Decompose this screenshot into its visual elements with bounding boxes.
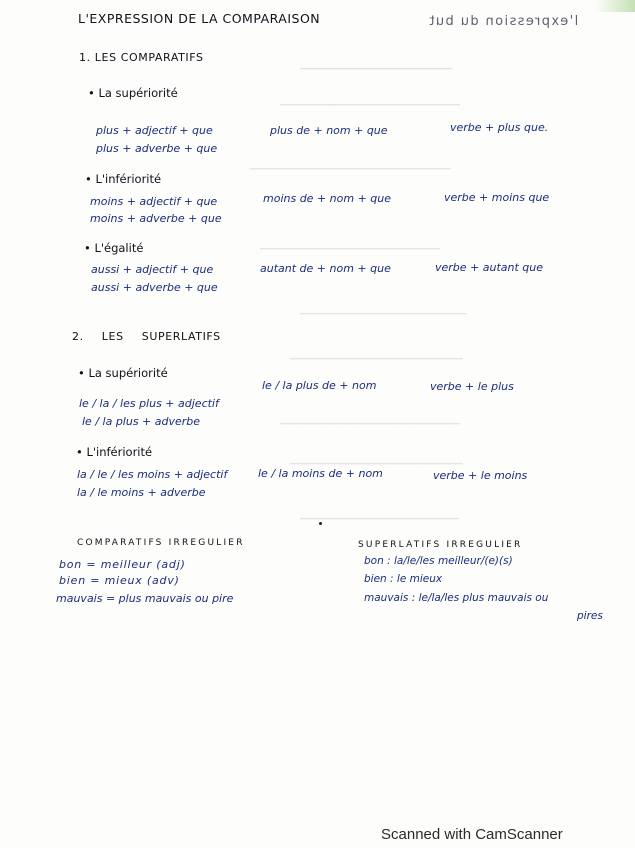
comparatif-inferiorite-nom: moins de + nom + que [263, 192, 392, 205]
comparatif-egalite-verbe: verbe + autant que [435, 261, 544, 274]
comparatif-inferiorite-adv: moins + adverbe + que [90, 212, 222, 225]
superlatif-superiorite-label: • La supériorité [78, 366, 168, 380]
superlatif-superiorite-adj: le / la / les plus + adjectif [79, 397, 219, 410]
superlatif-irregulier-mauvais-cont: pires [577, 610, 603, 622]
superlatif-inferiorite-label: • L'infériorité [76, 445, 153, 459]
superlatif-superiorite-nom: le / la plus de + nom [262, 379, 377, 392]
mirrored-header: l'expression du but [428, 14, 579, 29]
superlatif-irregulier-mauvais: mauvais : le/la/les plus mauvais ou [364, 592, 549, 604]
superlatif-irregulier-bien: bien : le mieux [364, 573, 443, 585]
superlatif-inferiorite-adv: la / le moins + adverbe [77, 486, 206, 499]
section-heading-comparatifs: 1. LES COMPARATIFS [79, 51, 204, 64]
comparatif-superiorite-label: • La supériorité [88, 86, 178, 100]
superlatif-irregulier-bon: bon : la/le/les meilleur/(e)(s) [364, 555, 513, 567]
comparatif-irregulier-mauvais: mauvais = plus mauvais ou pire [56, 592, 234, 605]
comparatif-egalite-nom: autant de + nom + que [260, 262, 391, 275]
comparatif-irregulier-bon: bon = meilleur (adj) [59, 558, 186, 571]
comparatif-superiorite-nom: plus de + nom + que [270, 124, 388, 137]
superlatif-inferiorite-nom: le / la moins de + nom [258, 467, 383, 480]
comparatif-egalite-adv: aussi + adverbe + que [91, 281, 218, 294]
paper-edge-tint [595, 0, 635, 12]
comparatif-inferiorite-label: • L'infériorité [85, 172, 162, 186]
comparatif-irregulier-bien: bien = mieux (adv) [59, 574, 180, 587]
superlatif-inferiorite-verbe: verbe + le moins [433, 469, 528, 482]
ink-dot [319, 522, 322, 525]
comparatif-egalite-label: • L'égalité [84, 241, 144, 255]
comparatif-superiorite-adv: plus + adverbe + que [96, 142, 218, 155]
comparatif-superiorite-adj: plus + adjectif + que [96, 124, 213, 137]
section-heading-superlatifs: 2. LES SUPERLATIFS [72, 330, 221, 343]
camscanner-watermark: Scanned with CamScanner [381, 826, 563, 843]
superlatif-superiorite-verbe: verbe + le plus [430, 380, 514, 393]
comparatif-inferiorite-adj: moins + adjectif + que [90, 195, 218, 208]
superlatif-inferiorite-adj: la / le / les moins + adjectif [77, 468, 228, 481]
comparatif-egalite-adj: aussi + adjectif + que [91, 263, 214, 276]
comparatif-inferiorite-verbe: verbe + moins que [444, 191, 550, 204]
scanned-page: ▁▁▁▁▁▁▁▁▁▁▁▁▁▁▁▁▁▁▁▁▁▁ ▁▁▁▁▁▁▁▁▁▁▁▁▁▁▁▁▁▁▁▁▁▁▁▁▁▁ ▁▁▁▁▁▁▁▁▁▁▁▁▁▁▁▁▁▁▁▁▁▁▁▁▁▁▁▁▁ ▁▁▁▁▁▁▁▁▁▁▁▁▁▁▁▁▁▁▁▁▁▁▁▁▁▁ ▁▁▁▁▁▁▁▁▁▁▁▁▁▁▁▁▁▁▁▁▁▁▁▁ ▁▁▁▁▁▁▁▁▁▁▁▁▁▁▁▁▁▁▁▁▁▁▁▁▁ ▁▁▁▁▁▁▁▁▁▁▁▁▁▁▁▁▁▁▁▁▁▁▁▁▁▁ ▁▁▁▁▁▁▁▁▁▁▁▁▁▁▁▁▁▁▁▁▁▁▁▁▁ ▁▁▁▁▁▁▁▁▁▁▁▁▁▁▁▁▁▁▁▁▁▁▁ l'expression du but L'EXPRESSION DE LA COMPARAISON 1. LES COMPARATIFS • La supériorité plus + adjectif + que plus + adverbe + que plus de + nom + que verbe + plus que. • L'infériorité moins + adjectif + que moins + adverbe + que moins de + nom + que verbe + moins que • L'égalité aussi + adjectif + que aussi + adverbe + que autant de + nom + que verbe + autant que 2. LES SUPERLATIFS • La supériorité le / la plus de + nom verbe + le plus le / la / les plus + adjectif le / la plus + adverbe • L'infériorité la / le / les moins + adjectif la / le moins + adverbe le / la moins de + nom verbe + le moins COMPARATIFS IRREGULIER bon = meilleur (adj) bien = mieux (adv) mauvais = plus mauvais ou pire SUPERLATIFS IRREGULIER bon : la/le/les meilleur/(e)(s) bien : le mieux mauvais : le/la/les plus mauvais ou pires Scanned with CamScanner [0, 0, 635, 848]
superlatif-superiorite-adv: le / la plus + adverbe [82, 415, 201, 428]
comparatifs-irreguliers-heading: COMPARATIFS IRREGULIER [77, 538, 245, 548]
page-title: L'EXPRESSION DE LA COMPARAISON [78, 11, 321, 26]
superlatifs-irreguliers-heading: SUPERLATIFS IRREGULIER [358, 540, 523, 550]
comparatif-superiorite-verbe: verbe + plus que. [450, 121, 549, 134]
